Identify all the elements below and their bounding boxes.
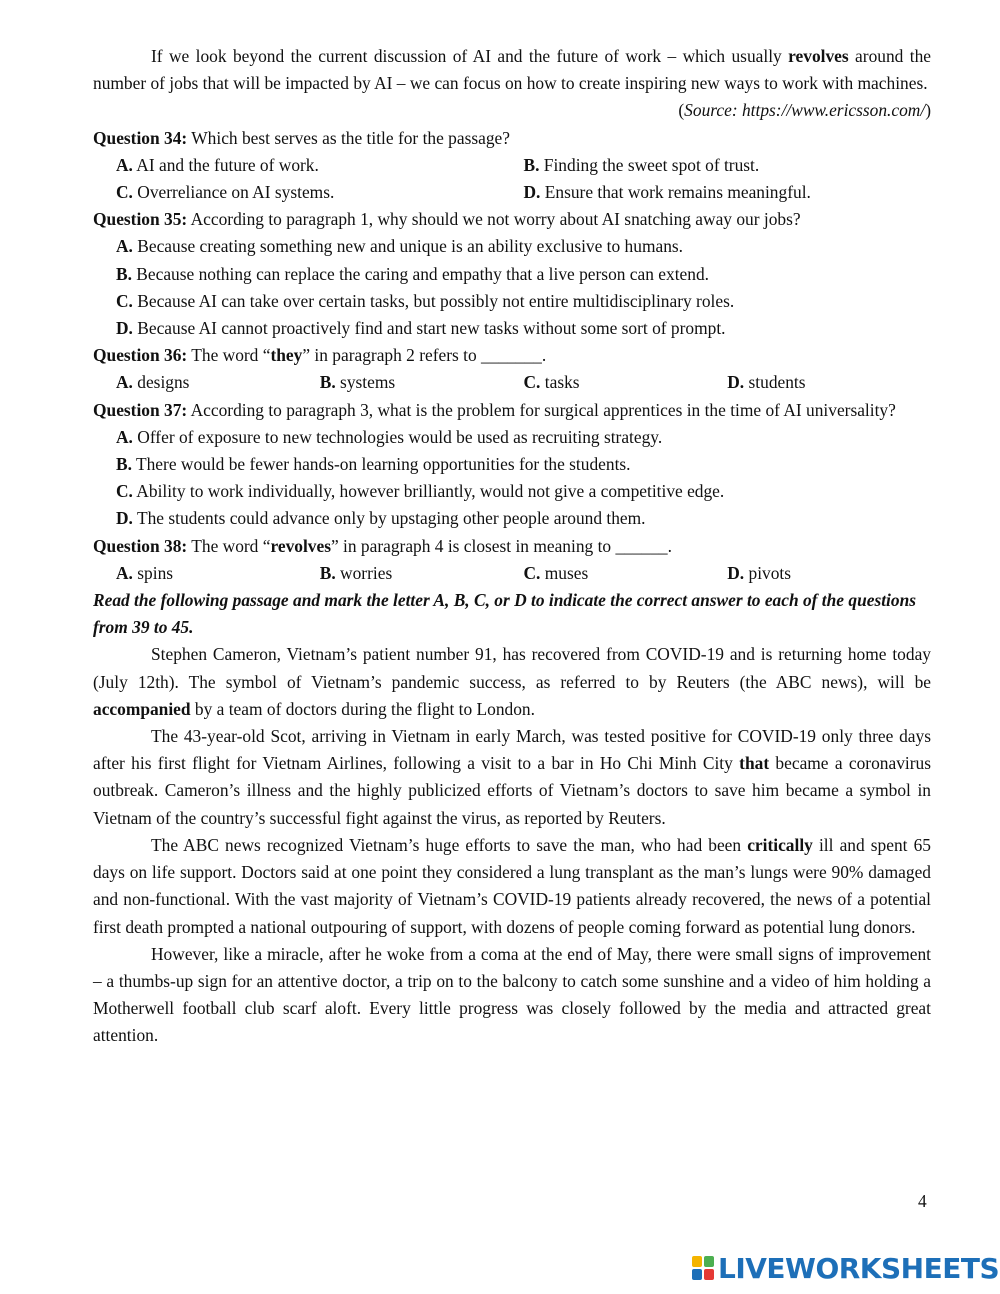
q38-option-b[interactable]: B. worries [319, 562, 393, 583]
q36-option-c[interactable]: C. tasks [523, 372, 580, 393]
q37-option-c[interactable]: C. Ability to work individually, however brilliantly, would not give a competitive edge. [116, 481, 725, 502]
section-instruction: Read the following passage and mark the letter A, B, C, or D to indicate the correct answer to each of the questions from 39 to 45. [93, 590, 917, 638]
intro-paragraph [93, 43, 931, 97]
q36-option-a[interactable]: A. designs [116, 372, 190, 393]
q34-options-row-1 [93, 152, 931, 179]
passage-paragraph-2: The 43-year-old Scot, arriving in Vietnam in early March, was tested positive for COVID-19 only three days after his first flight for Vietnam Airlines, following a visit to a bar in Ho Chi Minh City that became a coronavirus outbreak. Cameron’s illness and the highly publicized efforts of Vietnam’s doctors to save him became a symbol in Vietnam of the country’s successful fight against the virus, as reported by Reuters. [93, 726, 931, 828]
q36-options-row [93, 369, 931, 396]
q37-option-d[interactable]: D. The students could advance only by upstaging other people around them. [116, 508, 646, 529]
q34-option-b[interactable]: B. Finding the sweet spot of trust. [523, 154, 760, 175]
question-34 [93, 125, 931, 152]
question-keyword: revolves [270, 535, 331, 556]
intro-text-rest: around the number of jobs that will be impacted by AI – we can focus on how to create inspiring new ways to work with machines. [93, 46, 931, 94]
question-35 [93, 206, 931, 233]
question-text: Which best serves as the title for the passage? [187, 127, 510, 148]
q38-options-row [93, 560, 931, 587]
liveworksheets-logo [692, 1253, 999, 1283]
q34-option-a[interactable]: A. AI and the future of work. [116, 154, 319, 175]
q38-option-c[interactable]: C. muses [523, 562, 589, 583]
q35-option-d[interactable]: D. Because AI cannot proactively find and start new tasks without some sort of prompt. [116, 318, 726, 339]
q36-option-b[interactable]: B. systems [319, 372, 396, 393]
q38-option-a[interactable]: A. spins [116, 562, 174, 583]
question-label: Question 35: [93, 209, 188, 230]
q37-option-a[interactable]: A. Offer of exposure to new technologies would be used as recruiting strategy. [116, 426, 663, 447]
q38-option-d[interactable]: D. pivots [727, 562, 792, 583]
logo-tile-1 [692, 1256, 702, 1267]
question-label: Question 36: [93, 345, 188, 366]
passage-paragraph-1: Stephen Cameron, Vietnam’s patient number 91, has recovered from COVID-19 and is returning home today (July 12th). The symbol of Vietnam’s pandemic success, as referred to by Reuters (the ABC news), will be accompanied by a team of doctors during the flight to London. [93, 644, 931, 719]
q35-option-b[interactable]: B. Because nothing can replace the caring and empathy that a live person can extend. [116, 263, 709, 284]
intro-text: If we look beyond the current discussion of AI and the future of work – which usually [151, 46, 789, 66]
logo-tile-4 [704, 1269, 714, 1280]
logo-tile-3 [692, 1269, 702, 1280]
passage-paragraph-3: The ABC news recognized Vietnam’s huge efforts to save the man, who had been critically ill and spent 65 days on life support. Doctors said at one point they considered a lung transplant as the man’s lungs were 90% damaged and non-functional. With the vast majority of Vietnam’s COVID-19 patients already recovered, the news of a potential first death prompted a national outpouring of support, with dozens of people coming forward as potential lung donors. [93, 834, 931, 937]
q34-option-c[interactable]: C. Overreliance on AI systems. [116, 182, 335, 203]
logo-text: LIVEWORKSHEETS [718, 1251, 1000, 1285]
logo-tile-2 [704, 1256, 714, 1267]
question-text: According to paragraph 3, what is the problem for surgical apprentices in the time of AI universality? [187, 399, 896, 420]
question-label: Question 38: [93, 535, 188, 556]
liveworksheets-logo-icon [692, 1256, 714, 1280]
question-keyword: they [270, 345, 303, 366]
q37-option-b[interactable]: B. There would be fewer hands-on learning opportunities for the students. [116, 454, 631, 475]
question-text: According to paragraph 1, why should we not worry about AI snatching away our jobs? [187, 209, 801, 230]
question-37 [93, 397, 931, 424]
passage-bold-word: that [739, 753, 770, 774]
question-38: Question 38: The word “revolves” in paragraph 4 is closest in meaning to ______. [93, 535, 672, 556]
question-label: Question 37: [93, 399, 188, 420]
question-label: Question 34: [93, 127, 188, 148]
q36-option-d[interactable]: D. students [727, 372, 806, 393]
page-number: 4 [918, 1191, 927, 1211]
passage-bold-word: accompanied [93, 698, 191, 719]
worksheet-page [93, 43, 931, 1050]
source-citation: (Source: https://www.ericsson.com/) [678, 100, 931, 121]
q35-option-c[interactable]: C. Because AI can take over certain tasks, but possibly not entire multidisciplinary roles. [116, 290, 735, 311]
question-36: Question 36: The word “they” in paragraph 2 refers to _______. [93, 345, 547, 366]
passage-paragraph-4: However, like a miracle, after he woke from a coma at the end of May, there were small signs of improvement – a thumbs-up sign for an attentive doctor, a trip on to the balcony to catch some sunshine and a video of him holding a Motherwell football club scarf aloft. Every little progress was closely followed by the media and attracted great attention. [93, 943, 931, 1046]
q34-option-d[interactable]: D. Ensure that work remains meaningful. [523, 182, 811, 203]
intro-bold-word: revolves [788, 46, 849, 66]
source-link: Source: https://www.ericsson.com/ [684, 100, 926, 121]
q35-option-a[interactable]: A. Because creating something new and unique is an ability exclusive to humans. [116, 236, 684, 257]
passage-bold-word: critically [747, 834, 813, 855]
q34-options-row-2 [93, 179, 931, 206]
